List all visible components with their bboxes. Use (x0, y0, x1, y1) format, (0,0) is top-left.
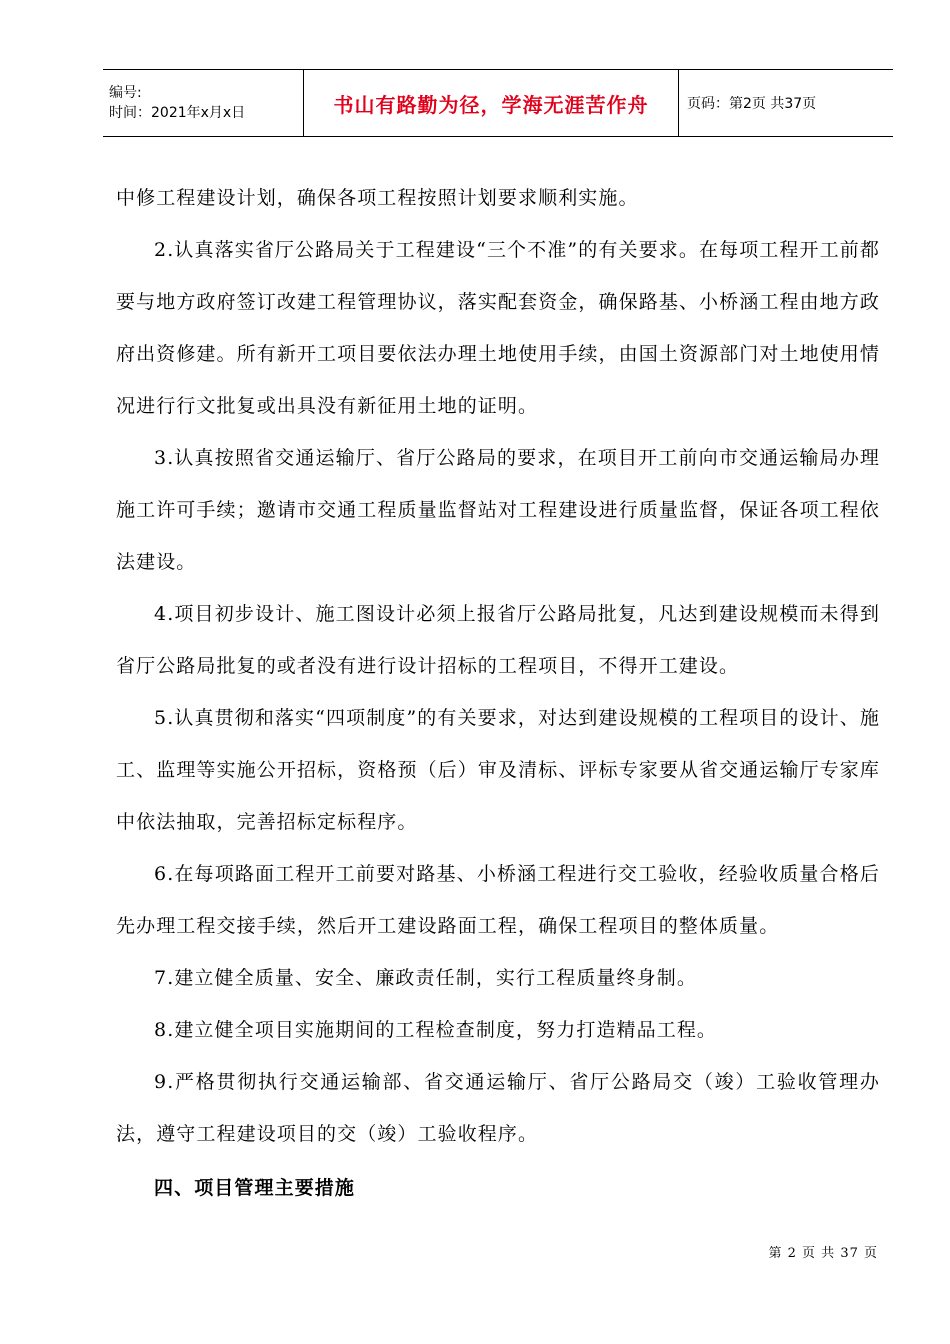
page-header (103, 69, 893, 137)
paragraph-continuation: 中修工程建设计划，确保各项工程按照计划要求顺利实施。 (116, 187, 639, 209)
paragraph-item-7: 7.建立健全质量、安全、廉政责任制，实行工程质量终身制。 (154, 967, 697, 989)
paragraph-item-8: 8.建立健全项目实施期间的工程检查制度，努力打造精品工程。 (154, 1019, 718, 1041)
paragraph-item-9: 9.严格贯彻执行交通运输部、省交通运输厅、省厅公路局交（竣）工验收管理办法，遵守工程建设项目的交（竣）工验收程序。 (116, 1071, 880, 1145)
header-page-code: 页码：第2页 共37页 (687, 96, 817, 112)
header-motto: 书山有路勤为径，学海无涯苦作舟 (303, 70, 679, 136)
paragraph-item-3: 3.认真按照省交通运输厅、省厅公路局的要求，在项目开工前向市交通运输局办理施工许可手续；邀请市交通工程质量监督站对工程建设进行质量监督，保证各项工程依法建设。 (116, 447, 880, 573)
section-heading: 四、项目管理主要措施 (154, 1177, 356, 1199)
paragraph-item-2: 2.认真落实省厅公路局关于工程建设“三个不准”的有关要求。在每项工程开工前都要与地方政府签订改建工程管理协议，落实配套资金，确保路基、小桥涵工程由地方政府出资修建。所有新开工项目要依法办理土地使用手续，由国土资源部门对土地使用情况进行行文批复或出具没有新征用土地的证明。 (116, 239, 880, 417)
page-footer: 第 2 页 共 37 页 (768, 1246, 878, 1261)
header-meta (103, 70, 303, 136)
serial-label: 编号: (109, 85, 142, 101)
paragraph-item-6: 6.在每项路面工程开工前要对路基、小桥涵工程进行交工验收，经验收质量合格后先办理工程交接手续，然后开工建设路面工程，确保工程项目的整体质量。 (116, 863, 880, 937)
document-body (116, 172, 880, 1214)
paragraph-item-5: 5.认真贯彻和落实“四项制度”的有关要求，对达到建设规模的工程项目的设计、施工、监理等实施公开招标，资格预（后）审及清标、评标专家要从省交通运输厅专家库中依法抽取，完善招标定标程序。 (116, 707, 880, 833)
time-label: 时间：2021年x月x日 (109, 105, 246, 121)
paragraph-item-4: 4.项目初步设计、施工图设计必须上报省厅公路局批复，凡达到建设规模而未得到省厅公路局批复的或者没有进行设计招标的工程项目，不得开工建设。 (116, 603, 880, 677)
